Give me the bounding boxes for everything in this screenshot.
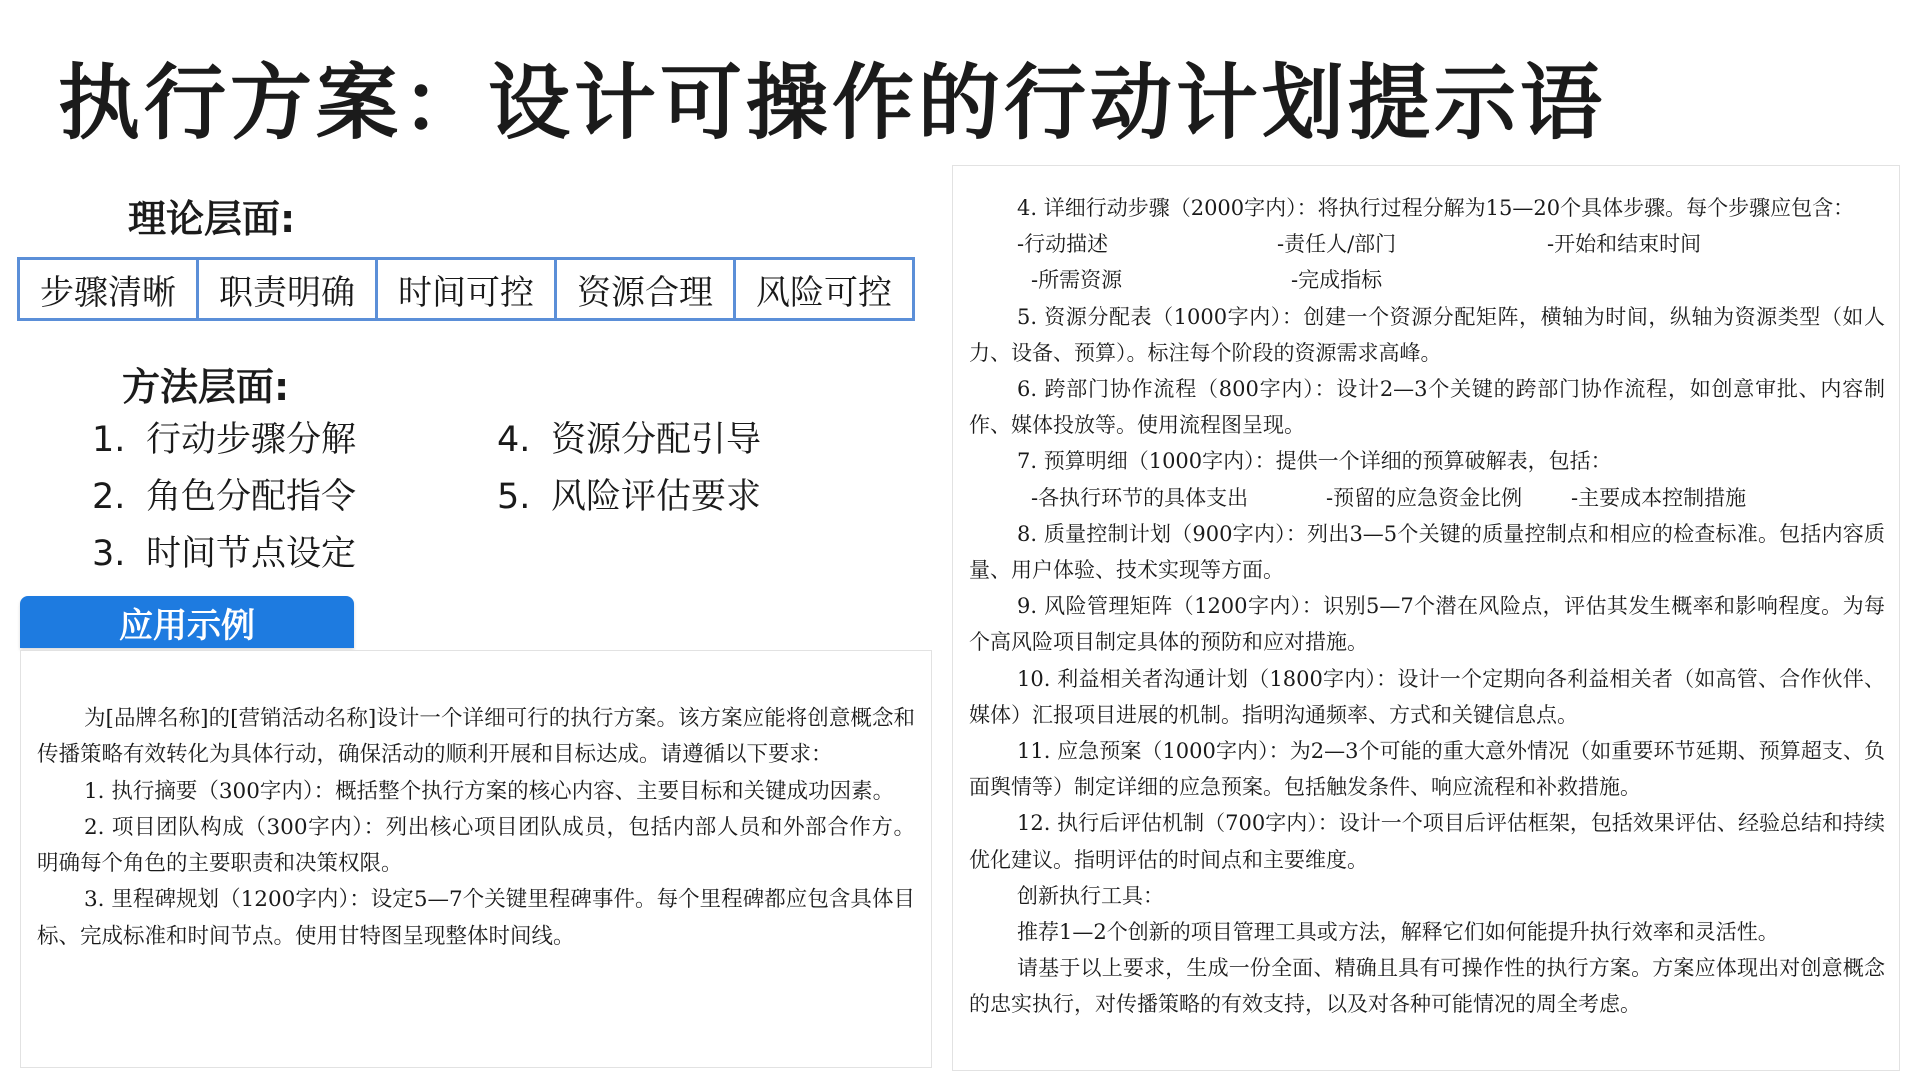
method-item: 4. 资源分配引导 xyxy=(497,420,762,460)
method-item: 3. 时间节点设定 xyxy=(92,534,357,574)
doc-closing: 请基于以上要求，生成一份全面、精确且具有可操作性的执行方案。方案应体现出对创意概念的忠实执行，对传播策略的有效支持，以及对各种可能情况的周全考虑。 xyxy=(969,956,1885,1017)
pillar-resources-reasonable: 资源合理 xyxy=(557,260,736,318)
method-list xyxy=(92,412,812,587)
doc-item-5: 5. 资源分配表（1000字内）：创建一个资源分配矩阵，横轴为时间，纵轴为资源类型（如人力、设备、预算）。标注每个阶段的资源需求高峰。 xyxy=(969,304,1885,365)
pillar-risk-controllable: 风险可控 xyxy=(756,272,892,313)
example-document-right xyxy=(952,165,1900,1071)
doc-item-11: 11. 应急预案（1000字内）：为2—3个可能的重大意外情况（如重要环节延期、预算超支、负面舆情等）制定详细的应急预案。包括触发条件、响应流程和补救措施。 xyxy=(969,739,1885,800)
example-tab: 应用示例 xyxy=(20,596,354,648)
theory-heading: 理论层面: xyxy=(128,197,296,241)
pillar-responsibility-clear: 职责明确 xyxy=(199,260,378,318)
doc-item-12: 12. 执行后评估机制（700字内）：设计一个项目后评估框架，包括效果评估、经验总结和持续优化建议。指明评估的时间点和主要维度。 xyxy=(969,811,1885,872)
doc-item-7: 7. 预算明细（1000字内）：提供一个详细的预算破解表，包括： xyxy=(1017,449,1612,474)
pillar-steps-clear: 步骤清晰 xyxy=(20,260,199,318)
doc-item-4-subitems: -行动描述 -责任人/部门 -开始和结束时间 xyxy=(1017,232,1702,257)
doc-item-3: 3. 里程碑规划（1200字内）：设定5—7个关键里程碑事件。每个里程碑都应包含具体目标、完成标准和时间节点。使用甘特图呈现整体时间线。 xyxy=(37,887,915,949)
doc-item-7-subitems: -各执行环节的具体支出 -预留的应急资金比例 -主要成本控制措施 xyxy=(1031,485,1747,510)
method-item: 1. 行动步骤分解 xyxy=(92,420,357,460)
doc-item-10: 10. 利益相关者沟通计划（1800字内）：设计一个定期向各利益相关者（如高管、合作伙伴、媒体）汇报项目进展的机制。指明沟通频率、方式和关键信息点。 xyxy=(969,666,1885,727)
doc-item-9: 9. 风险管理矩阵（1200字内）：识别5—7个潜在风险点，评估其发生概率和影响程度。为每个高风险项目制定具体的预防和应对措施。 xyxy=(969,594,1885,655)
doc-item-6: 6. 跨部门协作流程（800字内）：设计2—3个关键的跨部门协作流程，如创意审批、内容制作、媒体投放等。使用流程图呈现。 xyxy=(969,377,1885,438)
example-document-left xyxy=(20,650,932,1068)
doc-item-8: 8. 质量控制计划（900字内）：列出3—5个关键的质量控制点和相应的检查标准。包括内容质量、用户体验、技术实现等方面。 xyxy=(969,521,1885,583)
doc-intro: 为[品牌名称]的[营销活动名称]设计一个详细可行的执行方案。该方案应能将创意概念和传播策略有效转化为具体行动，确保活动的顺利开展和目标达成。请遵循以下要求： xyxy=(37,706,915,768)
theory-pillars xyxy=(17,257,915,321)
page-title: 执行方案：设计可操作的行动计划提示语 xyxy=(58,56,1607,151)
doc-item-2: 2. 项目团队构成（300字内）：列出核心项目团队成员，包括内部人员和外部合作方。明确每个角色的主要职责和决策权限。 xyxy=(37,814,915,877)
doc-item-4: 4. 详细行动步骤（2000字内）：将执行过程分解为15—20个具体步骤。每个步骤应包含： xyxy=(1017,196,1855,220)
doc-item-1: 1. 执行摘要（300字内）：概括整个执行方案的核心内容、主要目标和关键成功因素。 xyxy=(84,778,895,804)
pillar-time-controllable: 时间可控 xyxy=(378,260,557,318)
method-heading: 方法层面: xyxy=(122,365,290,409)
doc-tools-heading: 创新执行工具： xyxy=(1017,883,1164,908)
doc-item-4-subitems: -所需资源 -完成指标 xyxy=(1031,268,1383,293)
method-item: 5. 风险评估要求 xyxy=(497,477,762,517)
method-item: 2. 角色分配指令 xyxy=(92,477,357,517)
doc-tools: 推荐1—2个创新的项目管理工具或方法，解释它们如何能提升执行效率和灵活性。 xyxy=(1017,920,1779,945)
